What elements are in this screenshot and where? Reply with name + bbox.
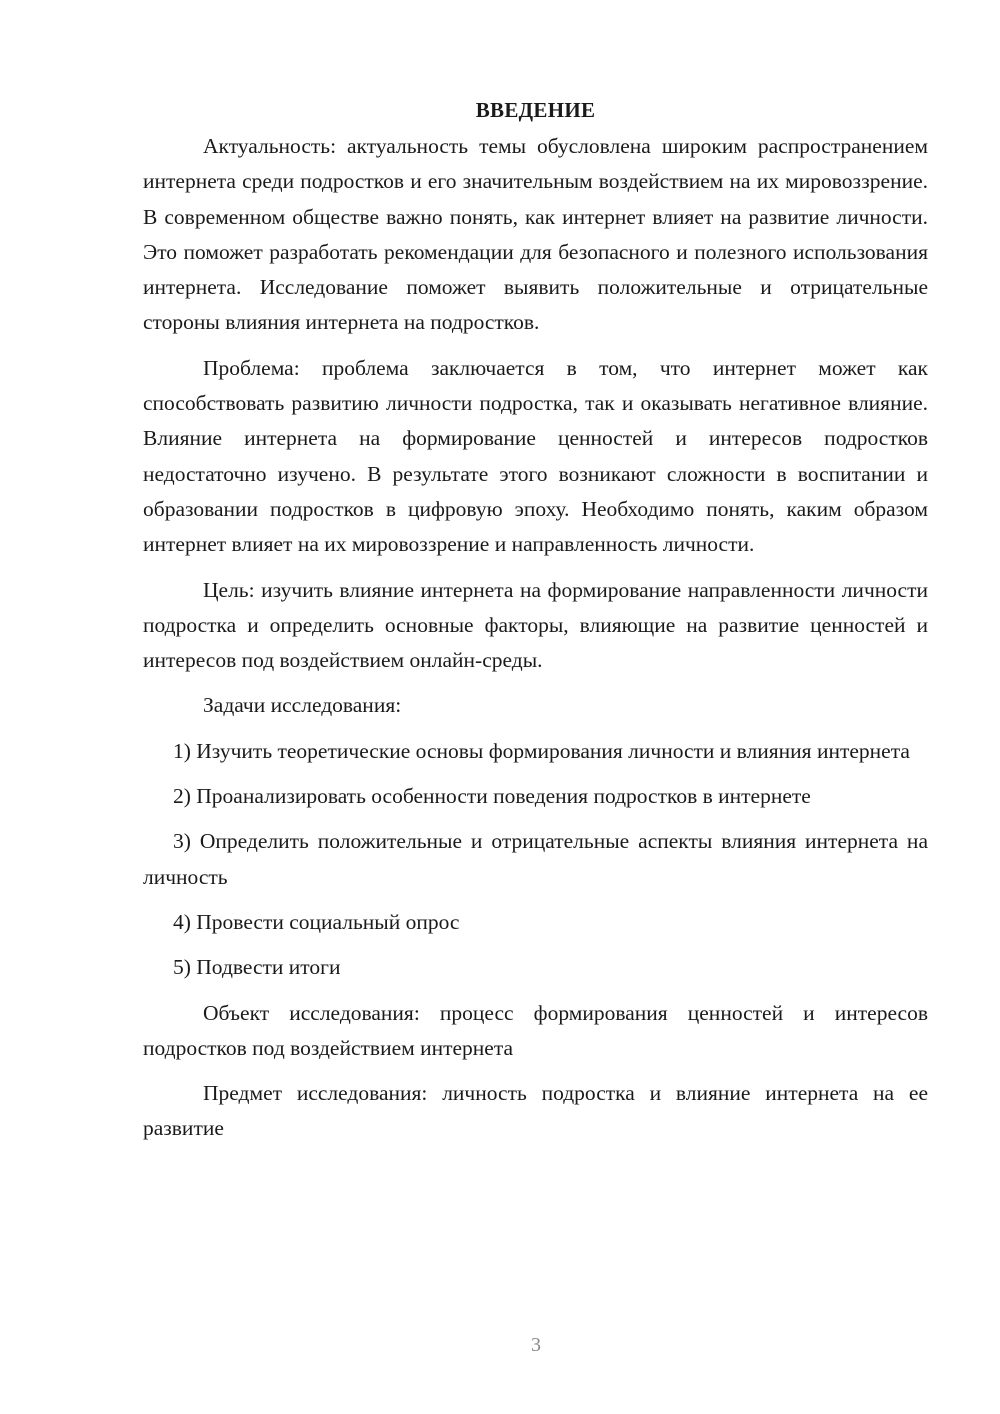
tasks-heading: Задачи исследования: [203, 693, 402, 718]
object-paragraph: Объект исследования: процесс формирования ценностей и интересов подростков под воздействием интернета [143, 1000, 928, 1060]
list-item: 4) Провести социальный опрос [173, 909, 460, 934]
page-title: ВВЕДЕНИЕ [475, 98, 596, 122]
subject-paragraph: Предмет исследования: личность подростка и влияние интернета на ее развитие [143, 1081, 928, 1141]
list-item: 3) Определить положительные и отрицательные аспекты влияния интернета на личность [143, 829, 928, 889]
list-item: 1) Изучить теоретические основы формирования личности и влияния интернета [173, 738, 910, 763]
problem-paragraph: Проблема: проблема заключается в том, что интернет может как способствовать развитию личности подростка, так и оказывать негативное влияние. Влияние интернета на формирование ценностей и интересов подростков недостаточно изучено. В результате этого возникают сложности в воспитании и образовании подростков в цифровую эпоху. Необходимо понять, каким образом интернет влияет на их мировоззрение и направленность личности. [143, 355, 928, 557]
list-item: 2) Проанализировать особенности поведения подростков в интернете [173, 784, 811, 809]
page-number: 3 [531, 1334, 541, 1356]
list-item: 5) Подвести итоги [173, 955, 341, 980]
relevance-paragraph: Актуальность: актуальность темы обусловлена широким распространением интернета среди подростков и его значительным воздействием на их мировоззрение. В современном обществе важно понять, как интернет влияет на развитие личности. Это поможет разработать рекомендации для безопасного и полезного использования интернета. Исследование поможет выявить положительные и отрицательные стороны влияния интернета на подростков. [143, 134, 928, 335]
tasks-list [143, 734, 928, 986]
document-page [143, 95, 928, 1157]
goal-paragraph: Цель: изучить влияние интернета на формирование направленности личности подростка и определить основные факторы, влияющие на развитие ценностей и интересов под воздействием онлайн-среды. [143, 577, 928, 673]
